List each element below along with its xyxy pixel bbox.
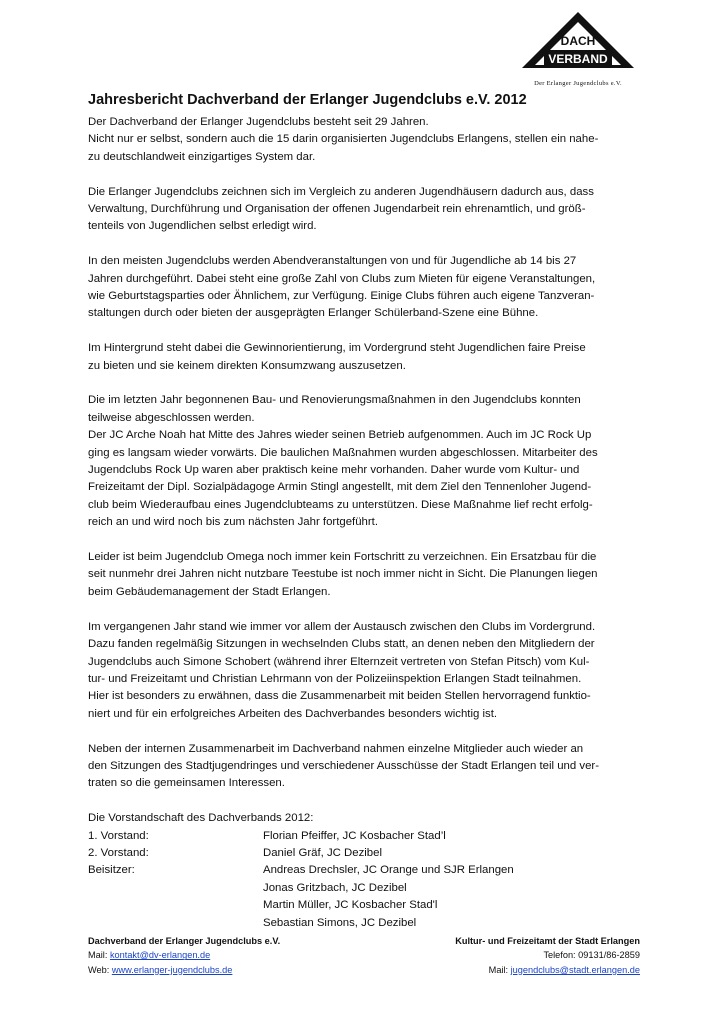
logo-subtitle: Der Erlanger Jugendclubs e.V. [534, 80, 622, 87]
logo-top-word: DACH [560, 34, 596, 48]
board-row [88, 828, 638, 845]
paragraph [88, 392, 638, 531]
paragraph-line: den Sitzungen des Stadtjugendringes und verschiedener Ausschüsse der Stadt Erlangen teil und ver- [88, 759, 600, 772]
footer-org-left: Dachverband der Erlanger Jugendclubs e.V. [88, 936, 281, 946]
board-role [88, 897, 263, 914]
footer-mail-left-label: Mail: [88, 950, 110, 961]
footer-mail-right-label: Mail: [488, 964, 511, 975]
board-member: Sebastian Simons, JC Dezibel [263, 916, 417, 929]
paragraph-line: Leider ist beim Jugendclub Omega noch immer kein Fortschritt zu verzeichnen. Ein Ersatzbau für die [88, 551, 597, 564]
document-body [88, 114, 638, 932]
footer-mail-left-line [88, 948, 280, 962]
board-member: Martin Müller, JC Kosbacher Stad'l [263, 899, 438, 912]
footer-mail-right-line [455, 963, 640, 977]
paragraph-line: traten so die gemeinsamen Interessen. [88, 777, 285, 790]
board-row [88, 880, 638, 897]
board-row [88, 897, 638, 914]
paragraph-line: zu deutschlandweit einzigartiges System dar. [88, 150, 316, 163]
board-role [88, 915, 263, 932]
paragraph-line: zu bieten und sie keinem direkten Konsumzwang auszusetzen. [88, 359, 406, 372]
footer-mail-right-link[interactable]: jugendclubs@stadt.erlangen.de [510, 964, 640, 975]
footer [88, 934, 640, 977]
footer-web-label: Web: [88, 964, 112, 975]
board-heading: Die Vorstandschaft des Dachverbands 2012: [88, 812, 314, 825]
board-role: Beisitzer: [88, 864, 135, 877]
board-role [88, 880, 263, 897]
paragraph-line: Die Erlanger Jugendclubs zeichnen sich im Vergleich zu anderen Jugendhäusern dadurch aus, dass [88, 185, 594, 198]
logo-roof-graphic [518, 8, 638, 80]
paragraph-line: Freizeitamt der Dipl. Sozialpädagoge Armin Stingl angestellt, mit dem Ziel den Tennenloher Jugend- [88, 481, 592, 494]
board-row [88, 845, 638, 862]
paragraph [88, 114, 638, 166]
paragraph-line: Nicht nur er selbst, sondern auch die 15 darin organisierten Jugendclubs Erlangens, stellen ein nahe- [88, 133, 599, 146]
paragraph-line: Jahren durchgeführt. Dabei steht eine große Zahl von Clubs zum Mieten für eigene Veranstaltungen, [88, 272, 596, 285]
footer-right [455, 934, 640, 977]
paragraph-line: Die im letzten Jahr begonnenen Bau- und Renovierungsmaßnahmen in den Jugendclubs konnten [88, 394, 581, 407]
paragraph-line: In den meisten Jugendclubs werden Abendveranstaltungen von und für Jugendliche ab 14 bis 27 [88, 255, 577, 268]
board-row [88, 862, 638, 879]
board-rows [88, 828, 638, 932]
paragraph-line: Im vergangenen Jahr stand wie immer vor allem der Austausch zwischen den Clubs im Vordergrund. [88, 620, 596, 633]
paragraph-line: beim Gebäudemanagement der Stadt Erlangen. [88, 585, 331, 598]
board-row [88, 915, 638, 932]
board-role: 1. Vorstand: [88, 829, 149, 842]
footer-web-line [88, 963, 280, 977]
paragraph-line: reich an und wird noch bis zum nächsten Jahr fortgeführt. [88, 516, 378, 529]
paragraph [88, 741, 638, 793]
paragraph-line: teilweise abgeschlossen werden. [88, 411, 255, 424]
board-member: Andreas Drechsler, JC Orange und SJR Erlangen [263, 864, 514, 877]
paragraph-line: Im Hintergrund steht dabei die Gewinnorientierung, im Vordergrund steht Jugendlichen faire Preise [88, 342, 586, 355]
board-member: Jonas Gritzbach, JC Dezibel [263, 881, 407, 894]
footer-org-right: Kultur- und Freizeitamt der Stadt Erlangen [455, 936, 640, 946]
document-title: Jahresbericht Dachverband der Erlanger Jugendclubs e.V. 2012 [88, 92, 527, 108]
paragraph [88, 184, 638, 236]
paragraph [88, 340, 638, 375]
paragraph-line: Neben der internen Zusammenarbeit im Dachverband nahmen einzelne Mitglieder auch wieder an [88, 742, 584, 755]
paragraph-line: tur- und Freizeitamt und Christian Lehrmann von der Polizeiinspektion Erlangen Stadt teilnahmen. [88, 672, 582, 685]
paragraph-line: Jugendclubs Rock Up waren aber praktisch keine mehr vorhanden. Daher wurde vom Kultur- und [88, 464, 580, 477]
paragraph-line: Jugendclubs auch Simone Schobert (während ihrer Elternzeit vertreten von Stefan Pitsch) vom Kul- [88, 655, 590, 668]
logo-bottom-word: VERBAND [548, 52, 608, 66]
paragraph-list [88, 114, 638, 793]
board-member: Florian Pfeiffer, JC Kosbacher Stad’l [263, 829, 446, 842]
paragraph-line: Dazu fanden regelmäßig Sitzungen in wechselnden Clubs statt, an denen neben den Mitgliedern der [88, 638, 595, 651]
paragraph-line: tenteils von Jugendlichen selbst erledigt wird. [88, 220, 317, 233]
paragraph [88, 253, 638, 323]
paragraph [88, 619, 638, 723]
paragraph-line: Hier ist besonders zu erwähnen, dass die Zusammenarbeit mit beiden Stellen hervorragend funktio- [88, 690, 591, 703]
paragraph-line: niert und für ein erfolgreiches Arbeiten des Dachverbandes besonders wichtig ist. [88, 707, 498, 720]
paragraph-line: Der Dachverband der Erlanger Jugendclubs besteht seit 29 Jahren. [88, 116, 429, 128]
paragraph-line: ging es langsam wieder vorwärts. Die baulichen Maßnahmen wurden abgeschlossen. Mitarbeiter des [88, 446, 598, 459]
paragraph-line: staltungen durch oder bieten der ausgeprägten Erlanger Schülerband-Szene eine Bühne. [88, 307, 539, 320]
paragraph-line: seit nunmehr drei Jahren nicht nutzbare Teestube ist noch immer nicht in Sicht. Die Planungen liegen [88, 568, 598, 581]
footer-web-link[interactable]: www.erlanger-jugendclubs.de [111, 964, 233, 975]
paragraph-line: club beim Wiederaufbau eines Jugendclubteams zu unterstützen. Diese Maßnahme lief recht erfolg- [88, 498, 593, 511]
footer-phone: Telefon: 09131/86-2859 [543, 950, 640, 961]
board-role: 2. Vorstand: [88, 846, 149, 859]
paragraph [88, 549, 638, 601]
footer-mail-left-link[interactable]: kontakt@dv-erlangen.de [109, 950, 211, 961]
paragraph-line: Verwaltung, Durchführung und Organisation der offenen Jugendarbeit rein ehrenamtlich, und größ- [88, 203, 586, 216]
footer-left [88, 934, 280, 977]
paragraph-line: wie Geburtstagsparties oder Ähnlichem, zur Verfügung. Einige Clubs führen auch eigene Tanzveran- [88, 290, 595, 303]
board-member: Daniel Gräf, JC Dezibel [263, 846, 383, 859]
board-section [88, 810, 638, 932]
dachverband-logo [518, 8, 638, 88]
paragraph-line: Der JC Arche Noah hat Mitte des Jahres wieder seinen Betrieb aufgenommen. Auch im JC Rock Up [88, 429, 592, 442]
